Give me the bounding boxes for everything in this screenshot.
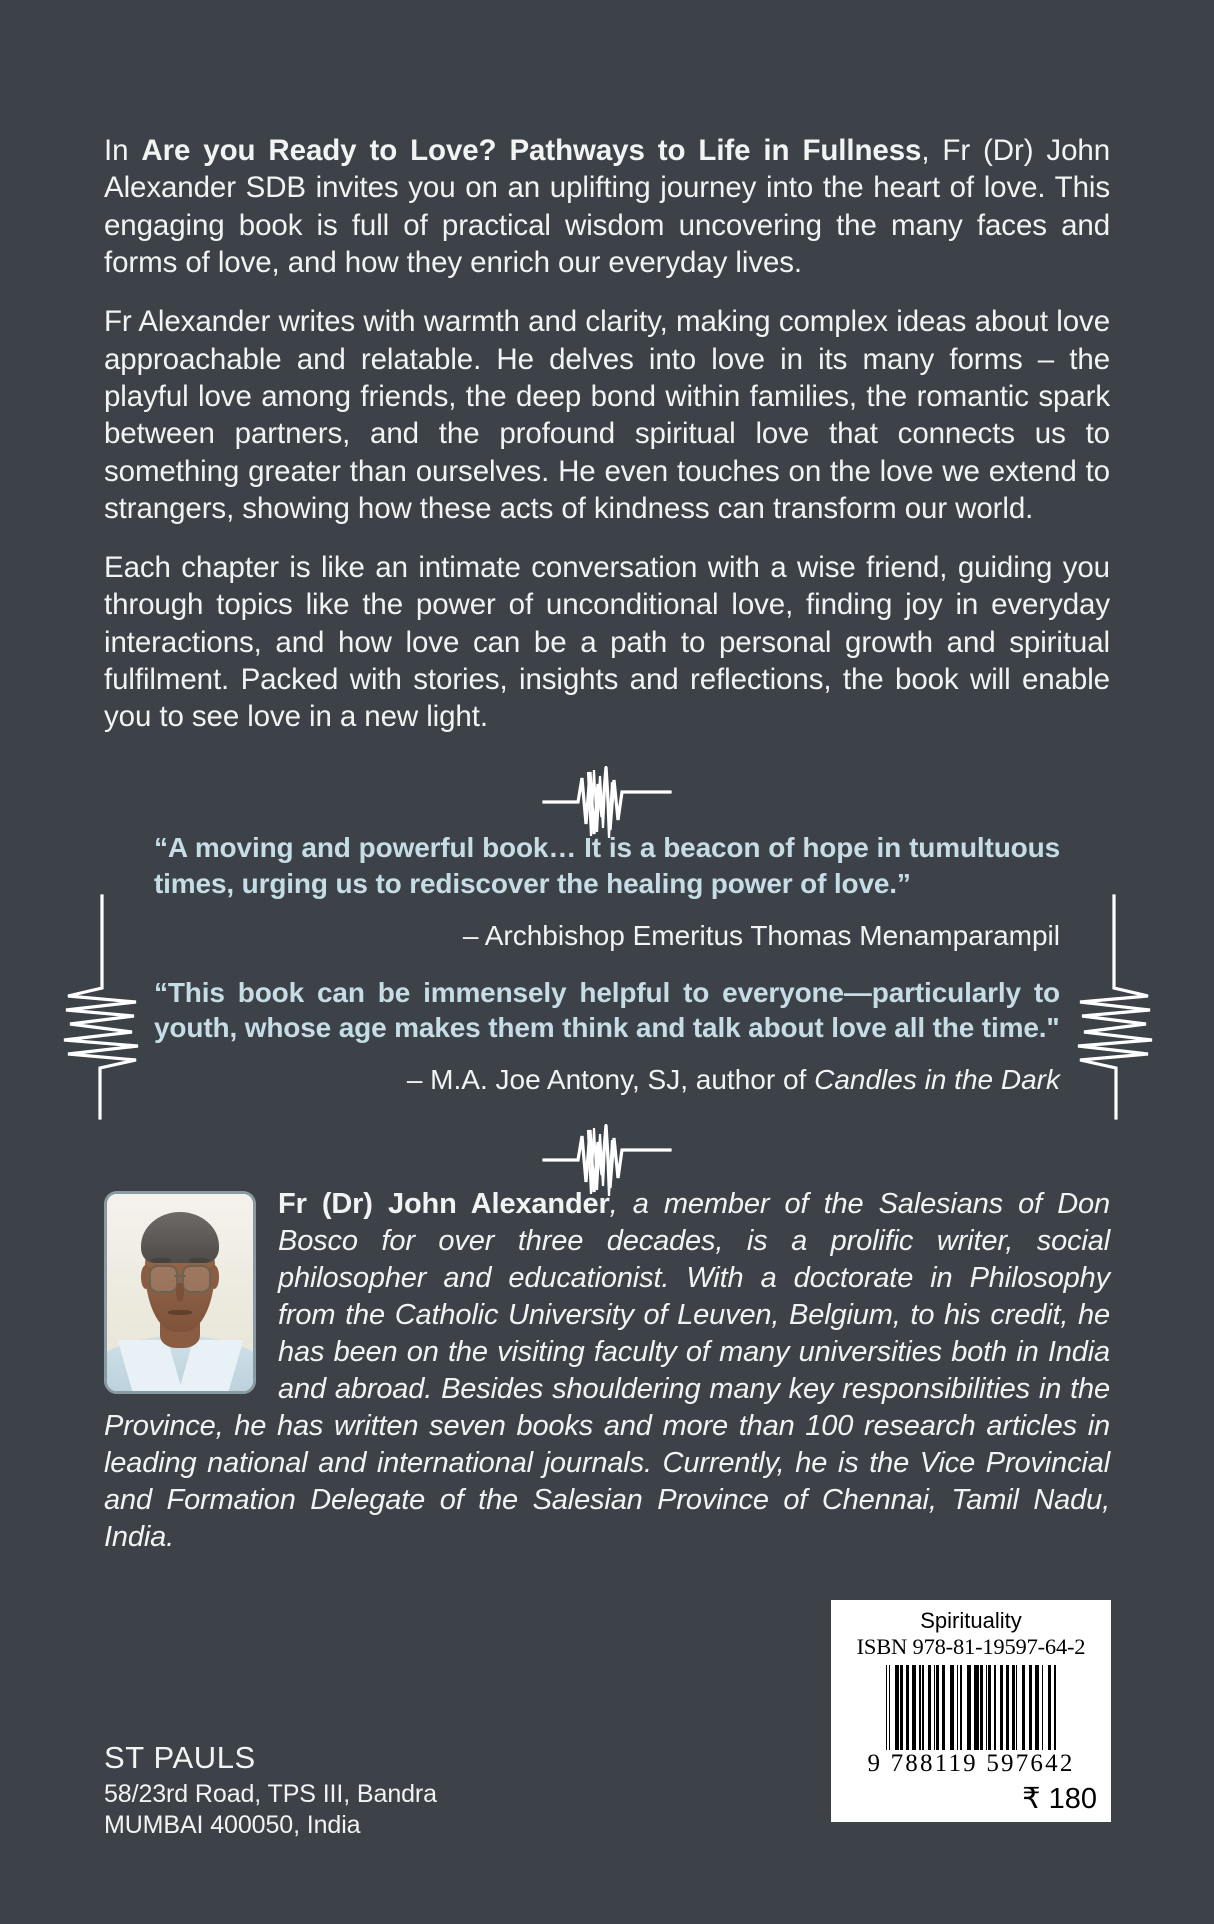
squiggle-decoration-left bbox=[62, 892, 142, 1122]
blurb-paragraph-1 bbox=[104, 132, 1110, 281]
author-bio-body: , a member of the Salesians of Don Bosco for over three decades, is a prolific writer, social philosopher and educationist. With a doctorate in Philosophy from the Catholic University of Leuven, Belgium, to his credit, he has been on the visiting faculty of many universities both in India and abroad. Besides shouldering many key responsibilities in the Province, he has written seven books and more than 100 research articles in leading national and international journals. Currently, he is the Vice Provincial and Formation Delegate of the Salesian Province of Chennai, Tamil Nadu, India. bbox=[104, 1188, 1110, 1553]
blurb-paragraph-1-rest: , Fr (Dr) John Alexander SDB invites you on an uplifting journey into the heart of love. This engaging book is full of practical wisdom uncovering the many faces and forms of love, and how they enrich our everyday lives. bbox=[104, 134, 1110, 279]
book-title: Are you Ready to Love? Pathways to Life in Fullness bbox=[141, 134, 922, 167]
quote-attribution bbox=[154, 1062, 1060, 1097]
author-portrait-illustration bbox=[107, 1194, 253, 1391]
endorsements-section bbox=[104, 830, 1110, 1097]
blurb-lead-in: In bbox=[104, 134, 142, 167]
quote-item bbox=[154, 830, 1060, 953]
publisher-address-line-1: 58/23rd Road, TPS III, Bandra bbox=[104, 1780, 437, 1809]
quote-attribution bbox=[154, 918, 1060, 953]
isbn-text: ISBN 978-81-19597-64-2 bbox=[856, 1634, 1086, 1660]
book-category: Spirituality bbox=[920, 1608, 1022, 1633]
blurb-paragraph-2: Fr Alexander writes with warmth and clarity, making complex ideas about love approachable and relatable. He delves into love in its many forms – the playful love among friends, the deep bond within families, the romantic spark between partners, and the profound spiritual love that connects us to something greater than ourselves. He even touches on the love we extend to strangers, showing how these acts of kindness can transform our world. bbox=[104, 305, 1110, 525]
barcode-digits: 9 788119 597642 bbox=[867, 1750, 1075, 1778]
quote-attribution-work: Candles in the Dark bbox=[814, 1064, 1060, 1096]
quote-item bbox=[154, 975, 1060, 1098]
vertical-squiggle-icon bbox=[62, 892, 142, 1122]
squiggle-decoration-right bbox=[1074, 892, 1154, 1122]
barcode-bars bbox=[886, 1665, 1057, 1750]
blurb-section bbox=[104, 132, 1110, 736]
quote-attribution-name: – Archbishop Emeritus Thomas Menamparampil bbox=[462, 919, 1060, 951]
quote-attribution-name: – M.A. Joe Antony, SJ, author of bbox=[406, 1064, 815, 1096]
quote-text: “A moving and powerful book… It is a beacon of hope in tumultuous times, urging us to rediscover the healing power of love.” bbox=[154, 832, 1060, 899]
author-bio-section bbox=[104, 1186, 1110, 1556]
author-photo bbox=[104, 1191, 256, 1394]
quote-list bbox=[154, 830, 1060, 1097]
author-name: Fr (Dr) John Alexander bbox=[278, 1188, 610, 1220]
barcode-block bbox=[831, 1600, 1111, 1822]
vertical-squiggle-icon bbox=[1074, 892, 1154, 1122]
blurb-paragraph-3: Each chapter is like an intimate conversation with a wise friend, guiding you through topics like the power of unconditional love, finding joy in everyday interactions, and how love can be a path to personal growth and spiritual fulfilment. Packed with stories, insights and reflections, the book will enable you to see love in a new light. bbox=[104, 551, 1110, 734]
price-label: ₹ 180 bbox=[1022, 1782, 1097, 1815]
publisher-name: ST PAULS bbox=[104, 1740, 256, 1775]
publisher-block bbox=[104, 1739, 437, 1842]
quote-text: “This book can be immensely helpful to everyone—particularly to youth, whose age makes them think and talk about love all the time." bbox=[154, 976, 1060, 1044]
publisher-address-line-2: MUMBAI 400050, India bbox=[104, 1811, 361, 1840]
